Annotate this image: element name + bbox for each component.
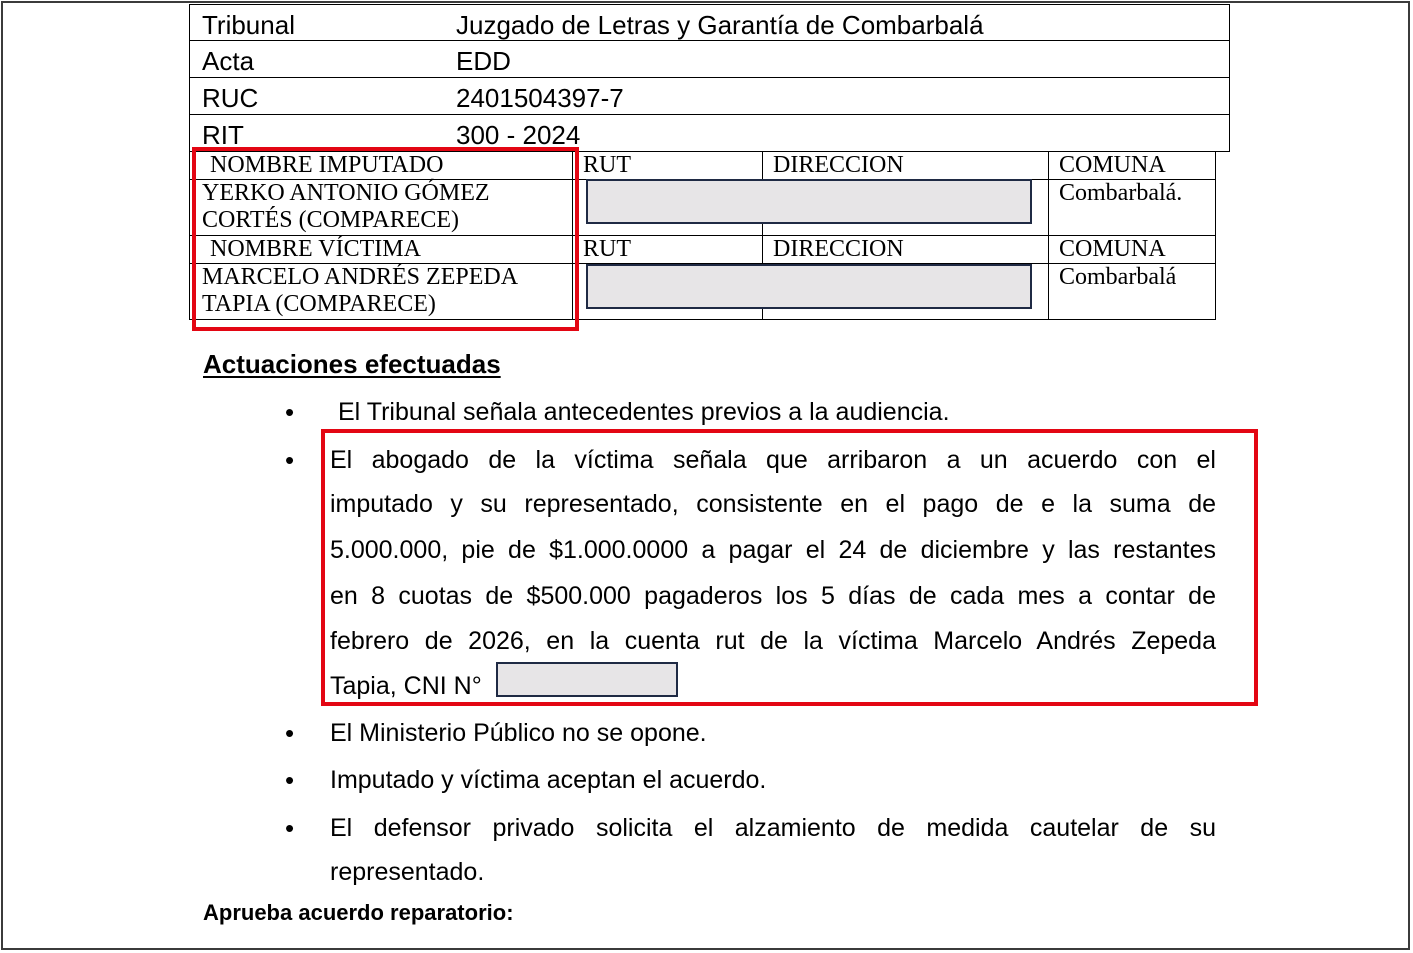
header-row-acta (189, 41, 1230, 78)
header-label: Tribunal (202, 10, 295, 40)
direccion-header: DIRECCION (763, 236, 1049, 264)
bullet-icon: • (285, 813, 295, 843)
header-value: 2401504397-7 (456, 83, 624, 113)
header-row-tribunal (189, 4, 1230, 41)
header-value: 300 - 2024 (456, 120, 581, 150)
actuacion-item-3: El Ministerio Público no se opone. (330, 719, 707, 747)
header-value: Juzgado de Letras y Garantía de Combarbalá (456, 10, 984, 40)
header-label: RIT (202, 120, 244, 150)
header-value: EDD (456, 46, 511, 76)
actuacion-item-5-line: representado. (330, 858, 485, 886)
redaction-box-victima-rut-direccion (586, 264, 1032, 309)
bullet-icon: • (285, 718, 295, 748)
footer-heading: Aprueba acuerdo reparatorio: (203, 900, 514, 925)
rut-header: RUT (573, 236, 763, 264)
imputado-name-line: CORTÉS (COMPARECE) (202, 207, 460, 233)
victima-name-line: TAPIA (COMPARECE) (202, 291, 436, 317)
actuacion-item-2-line: El abogado de la víctima señala que arribaron a un acuerdo con el (330, 446, 1216, 474)
actuacion-item-2-line: Tapia, CNI N° (330, 672, 482, 700)
direccion-header: DIRECCION (763, 152, 1049, 180)
actuacion-item-1: El Tribunal señala antecedentes previos a la audiencia. (338, 398, 950, 426)
header-row-ruc (189, 78, 1230, 115)
bullet-icon: • (285, 445, 295, 475)
victima-name-line: MARCELO ANDRÉS ZEPEDA (202, 264, 519, 290)
imputado-name-line: YERKO ANTONIO GÓMEZ (202, 180, 490, 206)
redaction-box-imputado-rut-direccion (586, 179, 1032, 224)
actuacion-item-2-line: febrero de 2026, en la cuenta rut de la víctima Marcelo Andrés Zepeda (330, 627, 1216, 655)
header-label: RUC (202, 83, 259, 113)
imputado-name-header: NOMBRE IMPUTADO (190, 152, 573, 180)
rut-header: RUT (573, 152, 763, 180)
victima-comuna: Combarbalá (1049, 264, 1216, 320)
comuna-header: COMUNA (1049, 236, 1216, 264)
comuna-header: COMUNA (1049, 152, 1216, 180)
section-title: Actuaciones efectuadas (203, 349, 501, 379)
actuacion-item-2-line: en 8 cuotas de $500.000 pagaderos los 5 días de cada mes a contar de (330, 582, 1216, 610)
actuacion-item-5-line: El defensor privado solicita el alzamiento de medida cautelar de su (330, 814, 1216, 842)
actuacion-item-2-line: 5.000.000, pie de $1.000.0000 a pagar el 24 de diciembre y las restantes (330, 536, 1216, 564)
highlight-box-names (192, 147, 579, 331)
bullet-icon: • (285, 397, 295, 427)
header-label: Acta (202, 46, 255, 76)
actuacion-item-2-line: imputado y su representado, consistente en el pago de e la suma de (330, 490, 1216, 518)
case-header-table (189, 4, 1230, 152)
actuacion-item-4: Imputado y víctima aceptan el acuerdo. (330, 766, 767, 794)
bullet-icon: • (285, 765, 295, 795)
imputado-comuna: Combarbalá. (1049, 180, 1216, 236)
victima-name-header: NOMBRE VÍCTIMA (190, 236, 573, 264)
